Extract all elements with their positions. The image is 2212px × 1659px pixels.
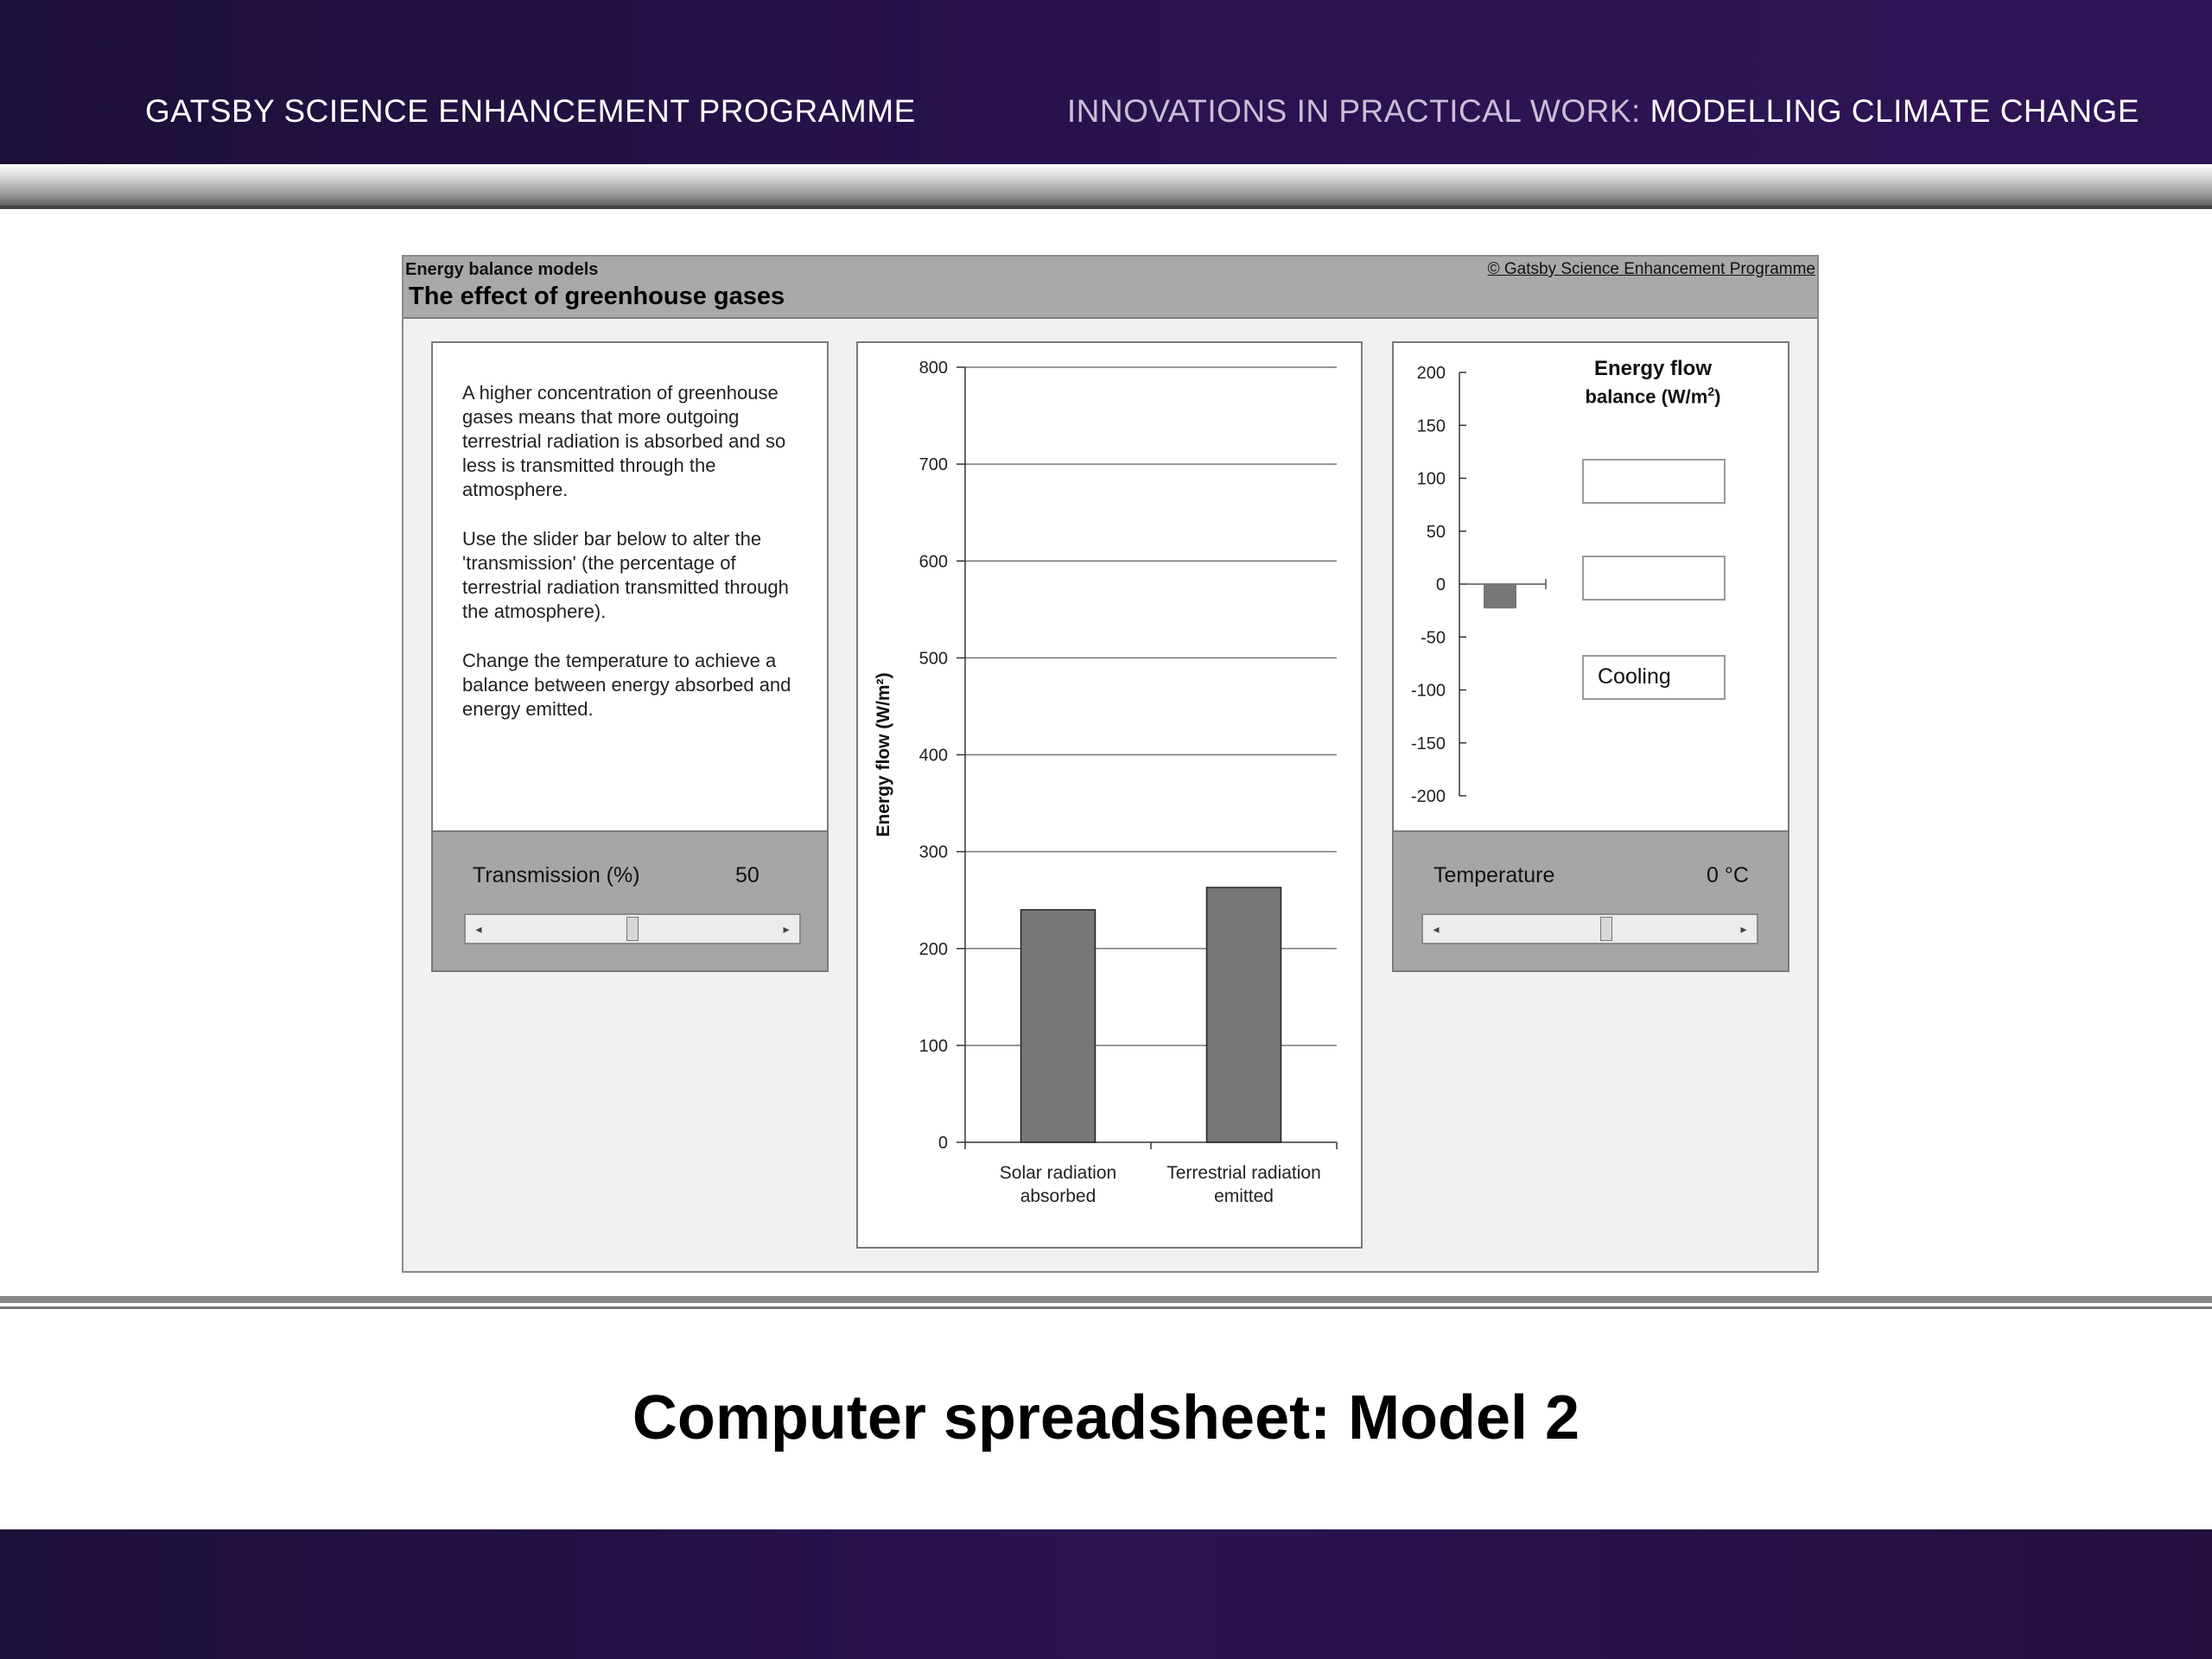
y-tick-label: 500 [918, 649, 948, 669]
sheet-header [404, 257, 1817, 319]
y-tick-label: 0 [1435, 575, 1446, 594]
balance-readout-1 [1582, 459, 1726, 504]
balance-title [1549, 357, 1757, 408]
y-tick-label: -200 [1410, 787, 1446, 806]
description-paragraph: A higher concentration of greenhouse gases means that more outgoing terrestrial radiation is absorbed and so less is transmitted through the atmosphere. [462, 382, 786, 500]
header-rule [0, 164, 2212, 206]
transmission-label: Transmission (%) [473, 863, 640, 887]
x-tick-label: Solar radiation [999, 1163, 1117, 1183]
x-tick-label: absorbed [1020, 1186, 1096, 1206]
y-tick-label: 100 [918, 1036, 948, 1056]
slide-title: Computer spreadsheet: Model 2 [632, 1383, 1580, 1452]
y-tick-label: -150 [1410, 734, 1446, 753]
bar [1021, 910, 1096, 1142]
project-title-prefix: INNOVATIONS IN PRACTICAL WORK: [1066, 93, 1641, 129]
slider-right-arrow-icon[interactable]: ▸ [783, 922, 790, 936]
energy-flow-chart [858, 343, 1361, 1247]
footer-rule [0, 1296, 2212, 1303]
sheet-subtitle: Energy balance models [405, 260, 599, 279]
transmission-control [433, 830, 827, 970]
slider-left-arrow-icon[interactable]: ◂ [1433, 922, 1440, 936]
header-rule-line [0, 206, 2212, 209]
y-tick-label: 700 [918, 455, 948, 475]
balance-unit-exponent: 2 [1707, 385, 1715, 398]
project-title [1067, 93, 2139, 130]
temperature-slider-thumb[interactable] [1600, 917, 1612, 941]
transmission-value: 50 [735, 863, 760, 887]
description-text [462, 381, 808, 747]
slider-right-arrow-icon[interactable]: ▸ [1740, 922, 1747, 936]
y-tick-label: 400 [918, 746, 948, 766]
x-tick-label: Terrestrial radiation [1166, 1163, 1321, 1183]
footer-rule-line [0, 1306, 2212, 1309]
bar [1207, 887, 1281, 1142]
y-tick-label: -100 [1410, 681, 1446, 701]
y-tick-label: 50 [1426, 522, 1446, 542]
y-tick-label: 300 [918, 842, 948, 862]
balance-title-line1: Energy flow [1593, 357, 1713, 380]
y-tick-label: 0 [938, 1134, 948, 1153]
transmission-slider-thumb[interactable] [626, 917, 639, 941]
transmission-slider[interactable] [464, 913, 801, 944]
temperature-slider[interactable] [1421, 913, 1758, 944]
project-title-main: MODELLING CLIMATE CHANGE [1649, 93, 2139, 129]
balance-unit: balance (W/m [1585, 385, 1708, 408]
balance-panel [1392, 341, 1789, 972]
y-tick-label: 600 [918, 552, 948, 572]
y-tick-label: 800 [918, 359, 948, 378]
temperature-control [1394, 830, 1788, 970]
balance-title-line2 [1549, 380, 1757, 408]
x-tick-label: emitted [1214, 1186, 1274, 1206]
description-paragraph: Use the slider bar below to alter the 'transmission' (the percentage of terrestrial radiation transmitted through the atmosphere). [462, 528, 789, 622]
balance-unit-close: ) [1714, 385, 1721, 408]
description-paragraph: Change the temperature to achieve a balance between energy absorbed and energy emitted. [462, 650, 791, 720]
temperature-label: Temperature [1433, 863, 1555, 887]
y-tick-label: 100 [1416, 469, 1446, 489]
y-tick-label: -50 [1421, 628, 1446, 648]
balance-readout-2 [1582, 556, 1726, 601]
slider-left-arrow-icon[interactable]: ◂ [475, 922, 482, 936]
balance-status-box: Cooling [1582, 655, 1726, 700]
y-tick-label: 200 [1416, 364, 1446, 383]
copyright-link[interactable]: © Gatsby Science Enhancement Programme [1487, 260, 1815, 278]
spreadsheet-screenshot [402, 255, 1819, 1273]
header-band [0, 0, 2212, 164]
bar [1484, 584, 1516, 608]
y-tick-label: 150 [1416, 416, 1446, 436]
footer-band [0, 1529, 2212, 1659]
programme-name: GATSBY SCIENCE ENHANCEMENT PROGRAMME [145, 93, 916, 129]
temperature-value: 0 °C [1707, 863, 1749, 887]
sheet-title: The effect of greenhouse gases [409, 283, 785, 310]
y-axis-label: Energy flow (W/m²) [874, 672, 893, 837]
y-tick-label: 200 [918, 939, 948, 959]
energy-flow-chart-panel [856, 341, 1363, 1249]
description-panel [431, 341, 829, 972]
